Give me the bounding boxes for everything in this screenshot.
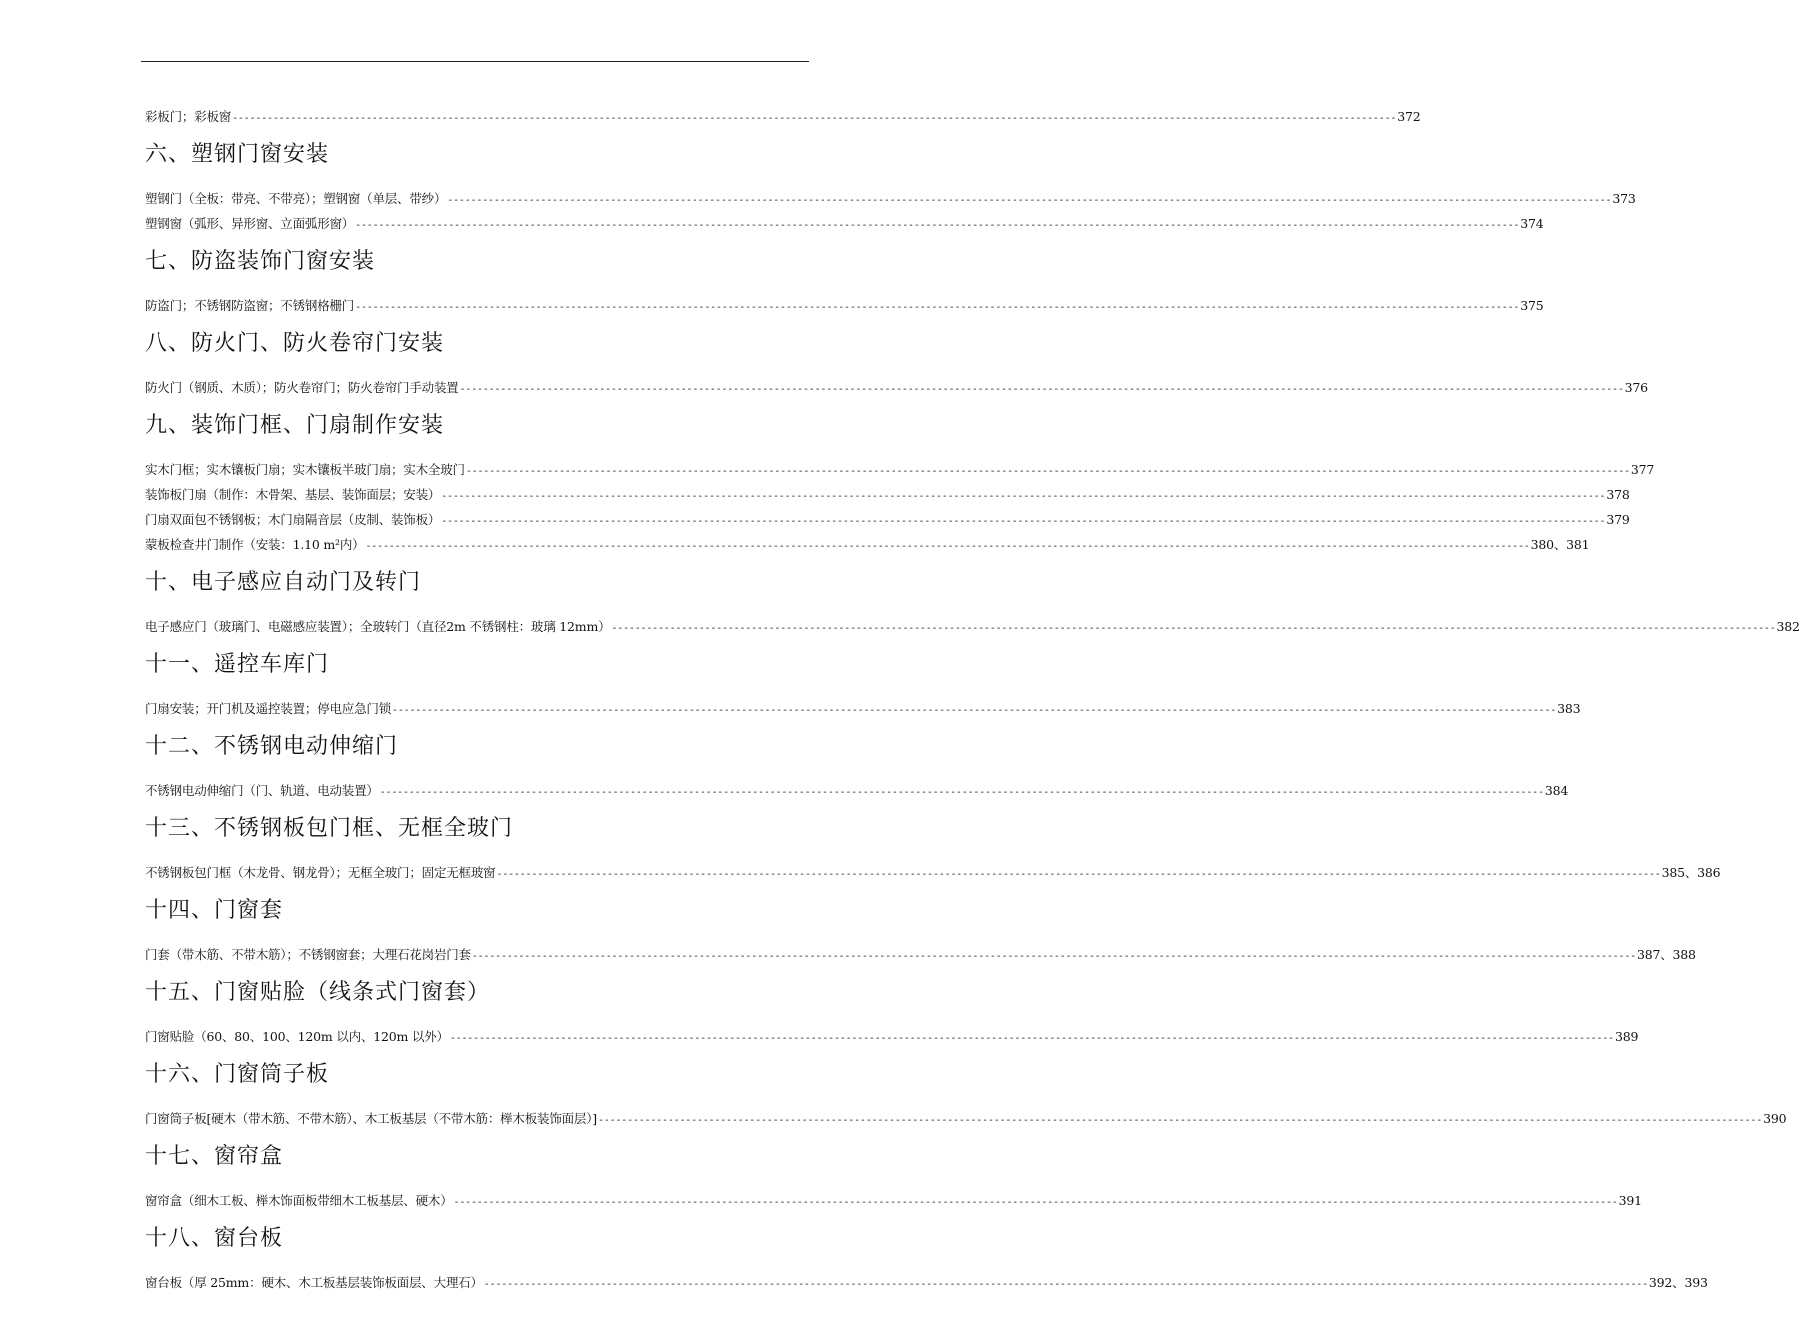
toc-entry-page: 373 xyxy=(1612,191,1636,206)
toc-entry-label: 门套（带木筋、不带木筋）；不锈钢窗套；大理石花岗岩门套 xyxy=(145,947,471,962)
dot-leader xyxy=(392,698,1556,723)
toc-entry-page: 378 xyxy=(1606,487,1630,502)
toc-entry-label: 窗帘盒（细木工板、榉木饰面板带细木工板基层、硬木） xyxy=(145,1193,453,1208)
dot-leader xyxy=(466,459,1630,484)
dot-leader xyxy=(611,616,1775,641)
toc-entry-label: 不锈钢电动伸缩门（门、轨道、电动装置） xyxy=(145,783,379,798)
toc-entry[interactable] xyxy=(145,211,1544,236)
toc-entry-page: 377 xyxy=(1630,462,1655,477)
dot-leader xyxy=(365,534,1529,559)
toc-entry-page: 389 xyxy=(1614,1029,1639,1044)
dot-leader xyxy=(441,484,1605,509)
toc-entry-page: 392、393 xyxy=(1648,1275,1708,1290)
toc-entry[interactable] xyxy=(145,532,1590,557)
toc-entry[interactable] xyxy=(145,104,1421,129)
section-heading-17: 十七、窗帘盒 xyxy=(145,1144,284,1169)
dot-leader xyxy=(454,1190,1618,1215)
toc-entry[interactable] xyxy=(145,1188,1642,1213)
toc-entry[interactable] xyxy=(145,457,1655,482)
toc-entry[interactable] xyxy=(145,375,1648,400)
toc-entry-label: 防火门（钢质、木质）；防火卷帘门；防火卷帘门手动装置 xyxy=(145,380,459,395)
toc-entry-label: 装饰板门扇（制作：木骨架、基层、装饰面层；安装） xyxy=(145,487,441,502)
dot-leader xyxy=(355,295,1519,320)
toc-entry-label: 不锈钢板包门框（木龙骨、钢龙骨）；无框全玻门；固定无框玻窗 xyxy=(145,865,496,880)
section-heading-11: 十一、遥控车库门 xyxy=(145,652,330,677)
section-heading-16: 十六、门窗筒子板 xyxy=(145,1062,330,1087)
section-heading-8: 八、防火门、防火卷帘门安装 xyxy=(145,331,445,356)
toc-entry-page: 376 xyxy=(1624,380,1648,395)
toc-entry-page: 384 xyxy=(1544,783,1569,798)
toc-entry[interactable] xyxy=(145,1024,1639,1049)
dot-leader xyxy=(598,1108,1762,1133)
toc-entry[interactable] xyxy=(145,293,1544,318)
dot-leader xyxy=(450,1026,1614,1051)
section-heading-14: 十四、门窗套 xyxy=(145,898,284,923)
toc-entry-label: 塑钢门（全板：带亮、不带亮）；塑钢窗（单层、带纱） xyxy=(145,191,447,206)
toc-entry[interactable] xyxy=(145,1106,1787,1131)
toc-entry-page: 380、381 xyxy=(1530,537,1590,552)
toc-entry-label: 防盗门；不锈钢防盗窗；不锈钢格栅门 xyxy=(145,298,355,313)
toc-entry-page: 387、388 xyxy=(1636,947,1696,962)
dot-leader xyxy=(484,1272,1648,1297)
toc-entry[interactable] xyxy=(145,942,1696,967)
dot-leader xyxy=(460,377,1624,402)
section-heading-12: 十二、不锈钢电动伸缩门 xyxy=(145,734,399,759)
header-rule xyxy=(141,61,809,62)
toc-entry-label: 门窗筒子板[硬木（带木筋、不带木筋）、木工板基层（不带木筋：榉木板装饰面层）] xyxy=(145,1111,597,1126)
dot-leader xyxy=(380,780,1544,805)
section-heading-13: 十三、不锈钢板包门框、无框全玻门 xyxy=(145,816,514,841)
toc-entry-label: 塑钢窗（弧形、异形窗、立面弧形窗） xyxy=(145,216,355,231)
toc-entry-label: 电子感应门（玻璃门、电磁感应装置）；全玻转门（直径2m 不锈钢柱：玻璃 12mm） xyxy=(145,619,611,634)
toc-entry[interactable] xyxy=(145,1270,1708,1295)
section-heading-7: 七、防盗装饰门窗安装 xyxy=(145,249,376,274)
dot-leader xyxy=(441,509,1605,534)
section-heading-6: 六、塑钢门窗安装 xyxy=(145,142,330,167)
toc-entry[interactable] xyxy=(145,614,1800,639)
toc-entry[interactable] xyxy=(145,482,1630,507)
toc-entry-label: 门窗贴脸（60、80、100、120m 以内、120m 以外） xyxy=(145,1029,449,1044)
dot-leader xyxy=(496,862,1660,887)
toc-entry-page: 385、386 xyxy=(1661,865,1721,880)
toc-entry[interactable] xyxy=(145,507,1630,532)
toc-entry-page: 374 xyxy=(1520,216,1544,231)
section-heading-10: 十、电子感应自动门及转门 xyxy=(145,570,422,595)
table-of-contents xyxy=(145,104,1800,1295)
dot-leader xyxy=(355,213,1519,238)
toc-entry[interactable] xyxy=(145,696,1581,721)
toc-entry[interactable] xyxy=(145,186,1636,211)
dot-leader xyxy=(232,106,1396,131)
toc-entry-page: 391 xyxy=(1618,1193,1642,1208)
toc-entry[interactable] xyxy=(145,778,1569,803)
section-heading-9: 九、装饰门框、门扇制作安装 xyxy=(145,413,445,438)
toc-entry-page: 390 xyxy=(1763,1111,1787,1126)
toc-entry-label: 彩板门；彩板窗 xyxy=(145,109,232,124)
toc-entry-page: 379 xyxy=(1606,512,1630,527)
dot-leader xyxy=(447,188,1611,213)
toc-entry[interactable] xyxy=(145,860,1721,885)
section-heading-15: 十五、门窗贴脸（线条式门窗套） xyxy=(145,980,491,1005)
toc-entry-page: 372 xyxy=(1397,109,1421,124)
toc-entry-label: 门扇安装；开门机及遥控装置；停电应急门锁 xyxy=(145,701,392,716)
dot-leader xyxy=(472,944,1636,969)
toc-entry-page: 375 xyxy=(1520,298,1544,313)
toc-entry-label: 实木门框；实木镶板门扇；实木镶板半玻门扇；实木全玻门 xyxy=(145,462,465,477)
toc-entry-label: 门扇双面包不锈钢板；木门扇隔音层（皮制、装饰板） xyxy=(145,512,441,527)
toc-entry-label: 蒙板检查井门制作（安装：1.10 m²内） xyxy=(145,537,365,552)
toc-entry-page: 383 xyxy=(1557,701,1581,716)
toc-entry-page: 382 xyxy=(1776,619,1800,634)
section-heading-18: 十八、窗台板 xyxy=(145,1226,284,1251)
toc-entry-label: 窗台板（厚 25mm：硬木、木工板基层装饰板面层、大理石） xyxy=(145,1275,483,1290)
